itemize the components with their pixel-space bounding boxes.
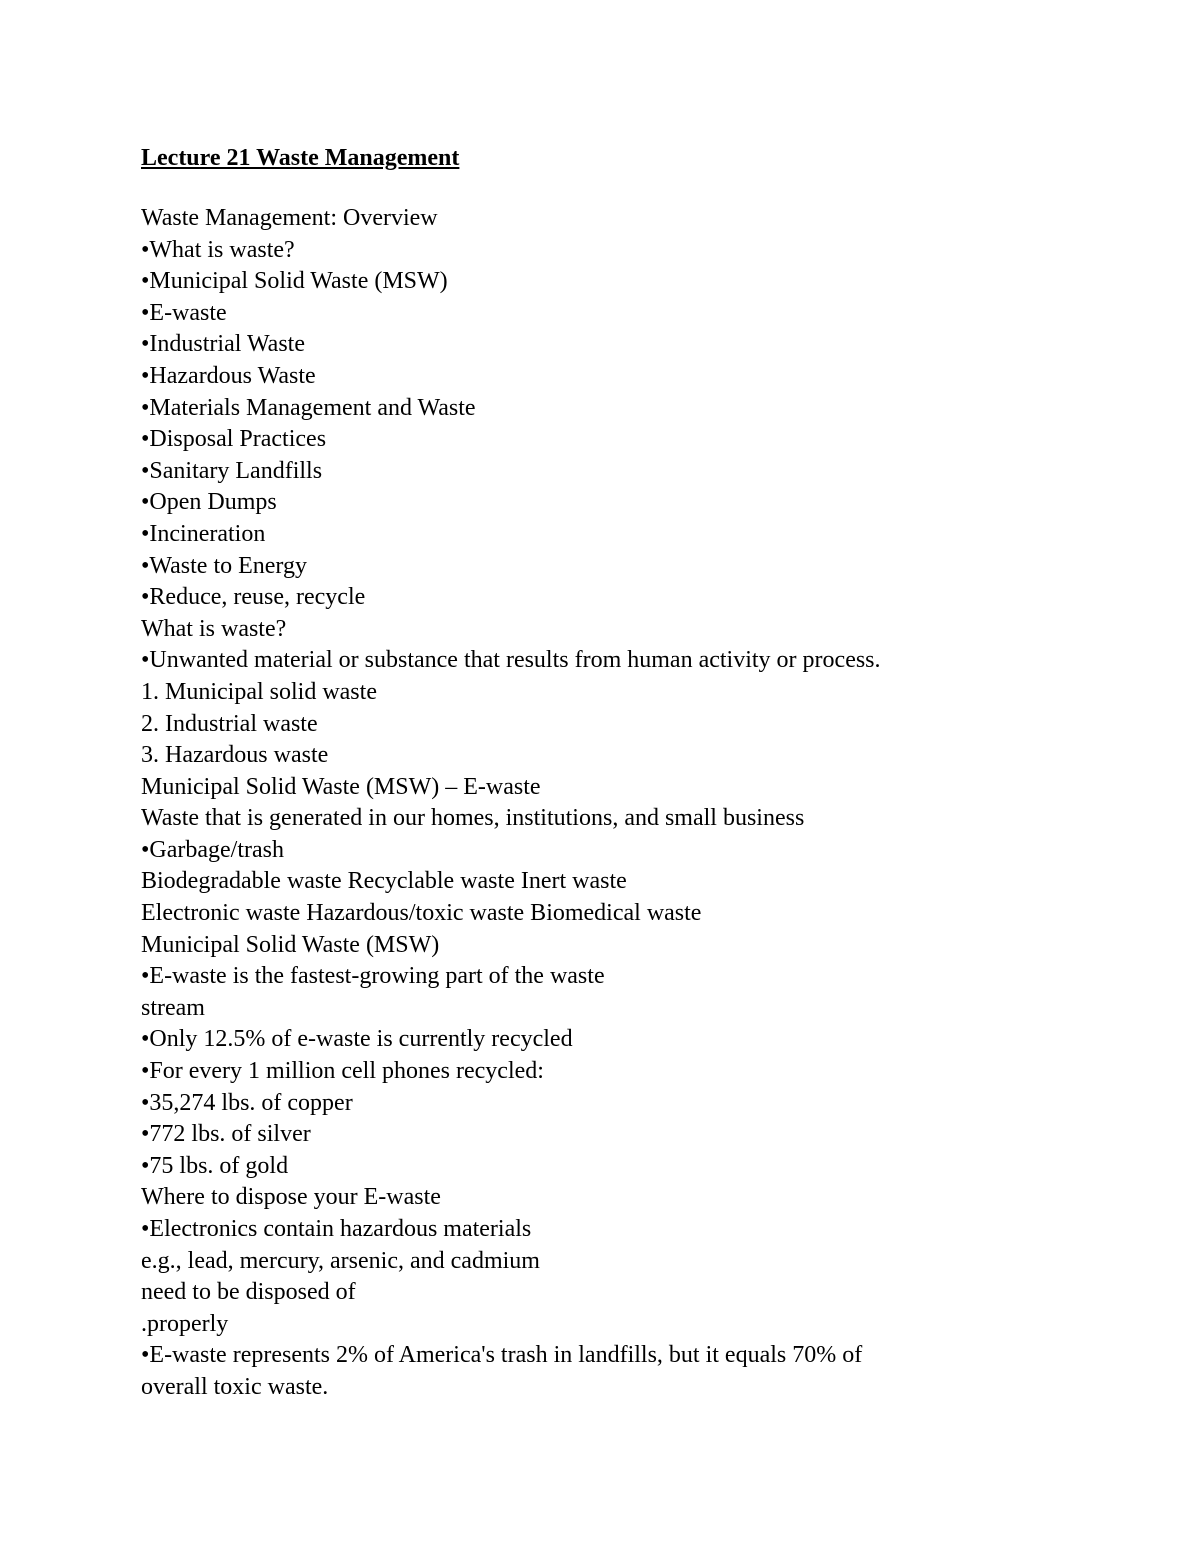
bullet-item: •Municipal Solid Waste (MSW) <box>141 268 448 295</box>
section-heading: Waste Management: Overview <box>141 205 438 231</box>
bullet-item: •Disposal Practices <box>141 426 327 453</box>
bullet-item: •Open Dumps <box>141 489 277 516</box>
text-line: Biodegradable waste Recyclable waste Inert waste <box>141 868 627 895</box>
bullet-item: •Hazardous Waste <box>141 362 316 389</box>
section-heading: Municipal Solid Waste (MSW) <box>141 931 440 958</box>
document-body <box>141 140 1141 1404</box>
bullet-item: •Garbage/trash <box>141 836 285 863</box>
section-heading: Municipal Solid Waste (MSW) – E-waste <box>141 773 541 800</box>
bullet-item: •75 lbs. of gold <box>141 1152 289 1179</box>
numbered-item: 1. Municipal solid waste <box>141 678 377 705</box>
bullet-item: •Waste to Energy <box>141 552 307 579</box>
text-line: Electronic waste Hazardous/toxic waste Biomedical waste <box>141 900 702 927</box>
bullet-item: •Electronics contain hazardous materials <box>141 1216 532 1242</box>
bullet-item: •772 lbs. of silver <box>141 1121 311 1148</box>
bullet-item: •35,274 lbs. of copper <box>141 1089 353 1116</box>
bullet-item: •Unwanted material or substance that results from human activity or process. <box>141 647 881 674</box>
bullet-item: •What is waste? <box>141 236 295 263</box>
bullet-item: •For every 1 million cell phones recycled: <box>141 1058 544 1085</box>
section-heading: Where to dispose your E-waste <box>141 1184 441 1211</box>
numbered-item: 2. Industrial waste <box>141 710 318 737</box>
bullet-item: •Materials Management and Waste <box>141 394 476 421</box>
bullet-item: •Reduce, reuse, recycle <box>141 584 366 611</box>
bullet-item: •E-waste represents 2% of America's trash in landfills, but it equals 70% of <box>141 1342 863 1369</box>
bullet-item: •Sanitary Landfills <box>141 457 323 484</box>
numbered-item: 3. Hazardous waste <box>141 742 329 769</box>
text-line: overall toxic waste. <box>141 1373 329 1400</box>
text-line: need to be disposed of <box>141 1279 356 1306</box>
document-title: Lecture 21 Waste Management <box>141 145 460 171</box>
bullet-item: •Industrial Waste <box>141 331 305 358</box>
bullet-item: •E-waste is the fastest-growing part of the waste <box>141 963 605 990</box>
bullet-item: •E-waste <box>141 299 227 326</box>
bullet-item: •Incineration <box>141 520 266 547</box>
bullet-item: •Only 12.5% of e-waste is currently recycled <box>141 1026 573 1053</box>
text-line: stream <box>141 994 205 1021</box>
text-line: Waste that is generated in our homes, institutions, and small business <box>141 805 805 832</box>
text-line: .properly <box>141 1310 229 1337</box>
text-line: e.g., lead, mercury, arsenic, and cadmium <box>141 1247 540 1274</box>
section-heading: What is waste? <box>141 615 287 642</box>
